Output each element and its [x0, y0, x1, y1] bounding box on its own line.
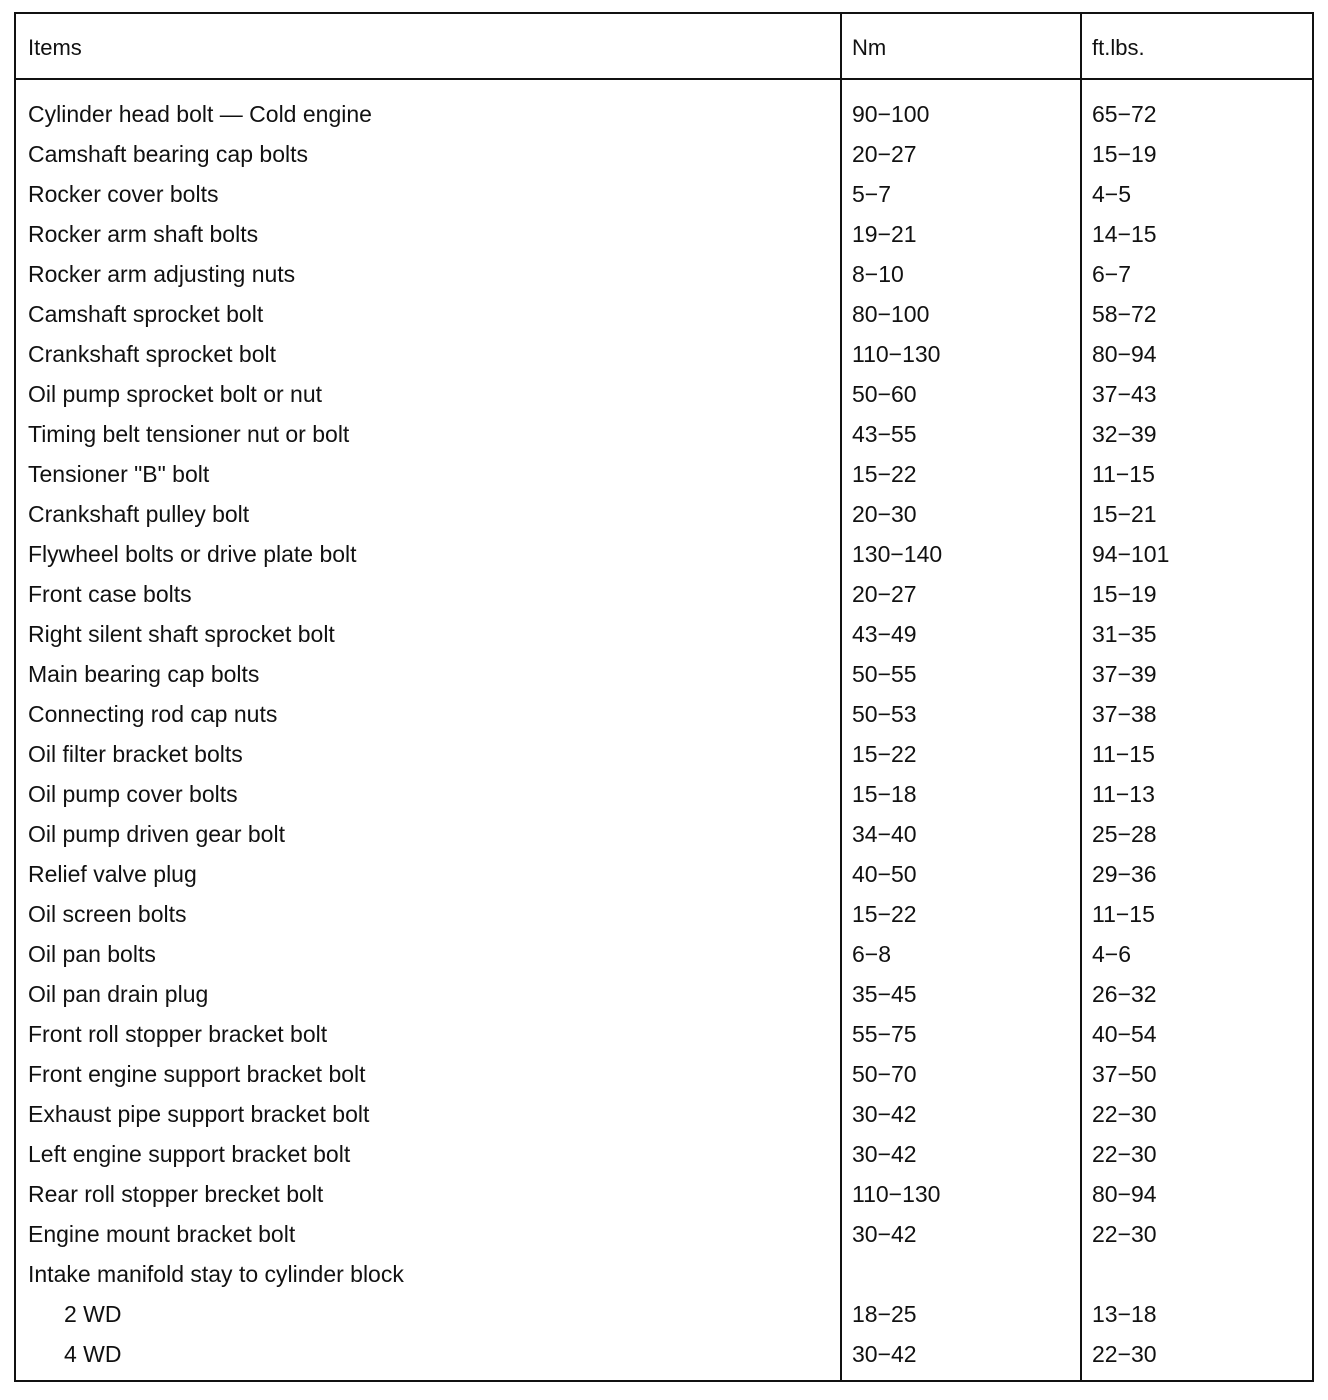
table-row [16, 414, 1312, 454]
header-nm: Nm [852, 35, 887, 60]
row-item: Oil pump sprocket bolt or nut [28, 381, 323, 407]
table-row [16, 1054, 1312, 1094]
row-item: Main bearing cap bolts [28, 661, 260, 687]
row-item: Camshaft sprocket bolt [28, 301, 264, 327]
row-nm-value: 6−8 [852, 941, 892, 967]
table-row [16, 374, 1312, 414]
row-item: Exhaust pipe support bracket bolt [28, 1101, 370, 1127]
row-item: Rear roll stopper brecket bolt [28, 1181, 324, 1207]
row-item: Left engine support bracket bolt [28, 1141, 351, 1167]
row-item: Oil pan bolts [28, 941, 156, 967]
row-ftlbs-value: 22−30 [1092, 1221, 1157, 1247]
table-row [16, 654, 1312, 694]
row-nm-value: 50−55 [852, 661, 917, 687]
table-row [16, 854, 1312, 894]
row-nm-value: 90−100 [852, 101, 930, 127]
row-nm-value: 15−18 [852, 781, 917, 807]
row-item: Right silent shaft sprocket bolt [28, 621, 335, 647]
torque-specs-table [14, 12, 1314, 1382]
row-item: Rocker arm adjusting nuts [28, 261, 296, 287]
row-item: Front case bolts [28, 581, 192, 607]
row-item: Connecting rod cap nuts [28, 701, 278, 727]
table-row [16, 254, 1312, 294]
row-ftlbs-value: 13−18 [1092, 1301, 1157, 1327]
row-ftlbs-value: 37−43 [1092, 381, 1157, 407]
row-ftlbs-value: 26−32 [1092, 981, 1157, 1007]
row-nm-value: 30−42 [852, 1141, 917, 1167]
row-ftlbs-value: 31−35 [1092, 621, 1157, 647]
row-item: Cylinder head bolt — Cold engine [28, 101, 372, 127]
row-nm-value: 20−27 [852, 581, 917, 607]
row-ftlbs-value: 11−15 [1092, 901, 1155, 927]
row-ftlbs-value: 94−101 [1092, 541, 1170, 567]
row-ftlbs-value: 37−38 [1092, 701, 1157, 727]
row-ftlbs-value: 15−21 [1092, 501, 1157, 527]
row-ftlbs-value: 6−7 [1092, 261, 1132, 287]
row-item: Timing belt tensioner nut or bolt [28, 421, 350, 447]
table-row [16, 494, 1312, 534]
table-row [16, 534, 1312, 574]
table-row [16, 1334, 1312, 1374]
table-row [16, 734, 1312, 774]
row-ftlbs-value: 80−94 [1092, 341, 1157, 367]
row-ftlbs-value: 37−50 [1092, 1061, 1157, 1087]
table-header [16, 14, 1312, 80]
row-item: Oil screen bolts [28, 901, 187, 927]
row-ftlbs-value: 15−19 [1092, 141, 1157, 167]
table-row [16, 294, 1312, 334]
row-item: Intake manifold stay to cylinder block [28, 1261, 404, 1287]
row-nm-value: 30−42 [852, 1101, 917, 1127]
table-row [16, 94, 1312, 134]
row-ftlbs-value: 11−13 [1092, 781, 1155, 807]
table-row [16, 1294, 1312, 1334]
row-nm-value: 50−70 [852, 1061, 917, 1087]
row-item: Oil pan drain plug [28, 981, 209, 1007]
row-ftlbs-value: 14−15 [1092, 221, 1157, 247]
row-item: Flywheel bolts or drive plate bolt [28, 541, 357, 567]
row-item: Relief valve plug [28, 861, 197, 887]
table-row [16, 774, 1312, 814]
header-ftlbs: ft.lbs. [1092, 35, 1145, 60]
table-row [16, 1134, 1312, 1174]
row-item: Crankshaft pulley bolt [28, 501, 250, 527]
table-row [16, 1174, 1312, 1214]
row-nm-value: 19−21 [852, 221, 917, 247]
row-item: Oil pump driven gear bolt [28, 821, 285, 847]
row-ftlbs-value: 29−36 [1092, 861, 1157, 887]
table-row [16, 814, 1312, 854]
row-nm-value: 20−30 [852, 501, 917, 527]
table-body [16, 94, 1312, 1374]
table-row [16, 1094, 1312, 1134]
row-ftlbs-value: 22−30 [1092, 1141, 1157, 1167]
row-nm-value: 43−55 [852, 421, 917, 447]
row-nm-value: 80−100 [852, 301, 930, 327]
table-row [16, 934, 1312, 974]
row-nm-value: 8−10 [852, 261, 904, 287]
row-nm-value: 130−140 [852, 541, 943, 567]
table-row [16, 334, 1312, 374]
row-item: Rocker cover bolts [28, 181, 219, 207]
row-ftlbs-value: 22−30 [1092, 1101, 1157, 1127]
table-row [16, 574, 1312, 614]
row-item: Crankshaft sprocket bolt [28, 341, 277, 367]
row-nm-value: 110−130 [852, 341, 941, 367]
row-ftlbs-value: 32−39 [1092, 421, 1157, 447]
row-ftlbs-value: 40−54 [1092, 1021, 1157, 1047]
row-ftlbs-value: 4−5 [1092, 181, 1132, 207]
row-nm-value: 20−27 [852, 141, 917, 167]
table-row [16, 1014, 1312, 1054]
row-nm-value: 35−45 [852, 981, 917, 1007]
row-item: Camshaft bearing cap bolts [28, 141, 308, 167]
row-nm-value: 15−22 [852, 901, 917, 927]
row-ftlbs-value: 4−6 [1092, 941, 1132, 967]
row-ftlbs-value: 58−72 [1092, 301, 1157, 327]
row-nm-value: 15−22 [852, 741, 917, 767]
row-nm-value: 15−22 [852, 461, 917, 487]
header-items: Items [28, 35, 82, 60]
row-ftlbs-value: 25−28 [1092, 821, 1157, 847]
row-nm-value: 50−60 [852, 381, 917, 407]
row-nm-value: 55−75 [852, 1021, 917, 1047]
row-ftlbs-value: 22−30 [1092, 1341, 1157, 1367]
row-ftlbs-value: 15−19 [1092, 581, 1157, 607]
row-item: 4 WD [64, 1341, 122, 1367]
row-nm-value: 18−25 [852, 1301, 917, 1327]
table-row [16, 614, 1312, 654]
row-item: Rocker arm shaft bolts [28, 221, 259, 247]
row-nm-value: 34−40 [852, 821, 917, 847]
table-row [16, 894, 1312, 934]
row-ftlbs-value: 11−15 [1092, 461, 1155, 487]
row-nm-value: 30−42 [852, 1341, 917, 1367]
row-ftlbs-value: 65−72 [1092, 101, 1157, 127]
row-ftlbs-value: 37−39 [1092, 661, 1157, 687]
table-row [16, 134, 1312, 174]
table-row [16, 1254, 1312, 1294]
row-ftlbs-value: 11−15 [1092, 741, 1155, 767]
row-ftlbs-value: 80−94 [1092, 1181, 1157, 1207]
row-item: Tensioner "B" bolt [28, 461, 210, 487]
row-item: 2 WD [64, 1301, 122, 1327]
row-item: Oil pump cover bolts [28, 781, 238, 807]
table-row [16, 174, 1312, 214]
table-row [16, 214, 1312, 254]
table-row [16, 694, 1312, 734]
row-item: Front roll stopper bracket bolt [28, 1021, 328, 1047]
table-row [16, 974, 1312, 1014]
row-nm-value: 43−49 [852, 621, 917, 647]
row-item: Front engine support bracket bolt [28, 1061, 366, 1087]
row-nm-value: 30−42 [852, 1221, 917, 1247]
row-nm-value: 5−7 [852, 181, 892, 207]
row-nm-value: 50−53 [852, 701, 917, 727]
row-nm-value: 110−130 [852, 1181, 941, 1207]
row-item: Engine mount bracket bolt [28, 1221, 296, 1247]
table-row [16, 1214, 1312, 1254]
row-nm-value: 40−50 [852, 861, 917, 887]
table-row [16, 454, 1312, 494]
row-item: Oil filter bracket bolts [28, 741, 243, 767]
